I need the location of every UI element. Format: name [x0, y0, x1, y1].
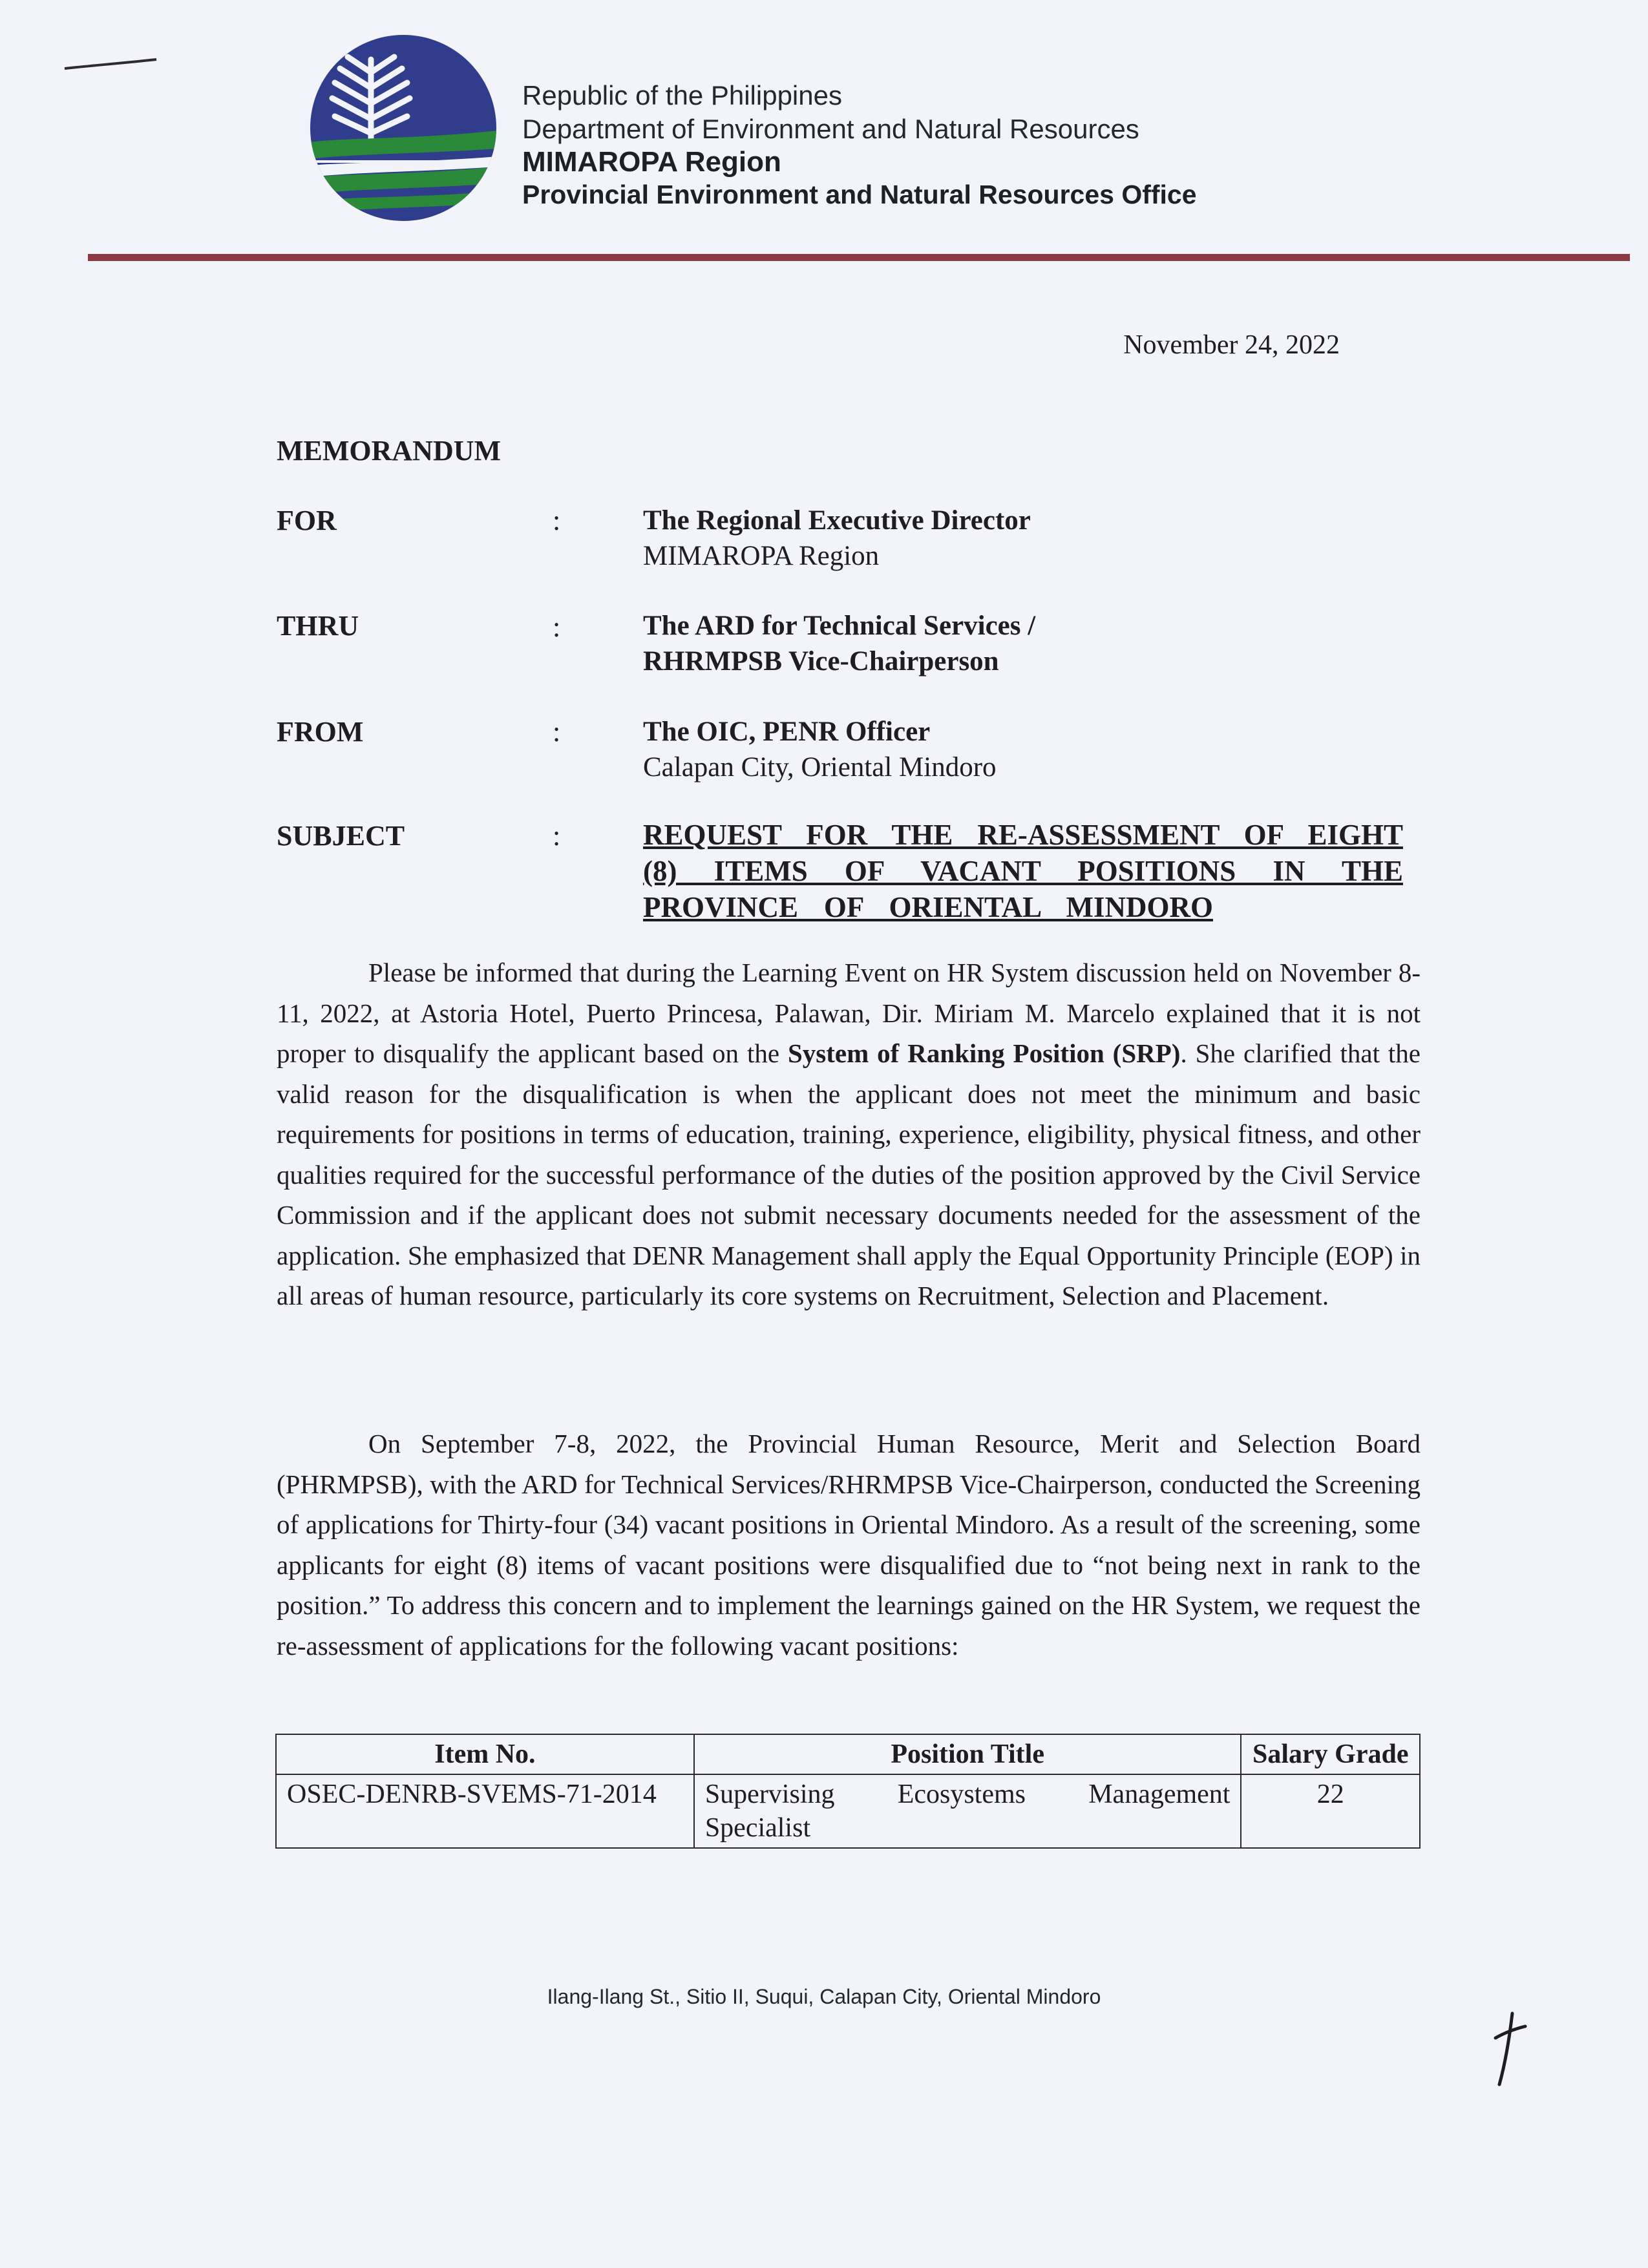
cell-position-title: Supervising Ecosystems Management Specialist	[694, 1774, 1241, 1848]
subject-value	[643, 817, 1403, 925]
for-colon: :	[553, 505, 561, 536]
body-paragraph-1	[277, 952, 1421, 1316]
for-value	[643, 503, 1031, 574]
body-paragraph-2	[277, 1423, 1421, 1666]
memo-date: November 24, 2022	[1123, 330, 1340, 360]
subject-line-3: PROVINCE OF ORIENTAL MINDORO	[643, 891, 1213, 923]
paragraph-2-text: On September 7-8, 2022, the Provincial Human Resource, Merit and Selection Board (PHRMPSB), with the ARD for Technical Services/RHRMPSB Vice-Chairperson, conducted the Screening of applications for Thirty-four (34) vacant positions in Oriental Mindoro. As a result of the screening, some applicants for eight (8) items of vacant positions were disqualified due to “not being next in rank to the position.” To address this concern and to implement the learnings gained on the HR System, we request the re-assessment of applications for the following vacant positions:	[277, 1429, 1421, 1661]
cell-item-no: OSEC-DENRB-SVEMS-71-2014	[276, 1774, 694, 1848]
denr-logo-icon	[309, 34, 498, 222]
from-colon: :	[553, 716, 561, 748]
letterhead-region: MIMAROPA Region	[522, 146, 781, 178]
for-recipient: The Regional Executive Director	[643, 505, 1031, 536]
paragraph-1-bold: System of Ranking Position (SRP)	[787, 1038, 1181, 1068]
thru-colon: :	[553, 611, 561, 643]
header-salary-grade: Salary Grade	[1241, 1734, 1420, 1774]
from-location: Calapan City, Oriental Mindoro	[643, 752, 997, 782]
scan-mark-icon	[62, 50, 159, 76]
table-row	[276, 1774, 1420, 1848]
letterhead-rule	[88, 254, 1630, 261]
for-label: FOR	[277, 505, 337, 536]
from-sender: The OIC, PENR Officer	[643, 717, 931, 747]
letterhead-country: Republic of the Philippines	[522, 80, 842, 110]
vacant-positions-table	[275, 1734, 1421, 1849]
table-header-row	[276, 1734, 1420, 1774]
thru-line2: RHRMPSB Vice-Chairperson	[643, 646, 999, 677]
subject-line-2: (8) ITEMS OF VACANT POSITIONS IN THE	[643, 855, 1403, 887]
memo-title: MEMORANDUM	[277, 435, 502, 467]
from-label: FROM	[277, 716, 364, 748]
subject-line-1: REQUEST FOR THE RE-ASSESSMENT OF EIGHT	[643, 819, 1403, 851]
from-value	[643, 714, 997, 785]
thru-line1: The ARD for Technical Services /	[643, 611, 1036, 641]
paragraph-1-text-b: . She clarified that the valid reason for the disqualification is when the applicant does not meet the minimum and basic requirements for positions in terms of education, training, experience, eligibility, physical fitness, and other qualities required for the successful performance of the duties of the position approved by the Civil Service Commission and if the applicant does not submit necessary documents needed for the assessment of the application. She emphasized that DENR Management shall apply the Equal Opportunity Principle (EOP) in all areas of human resource, particularly its core systems on Recruitment, Selection and Placement.	[277, 1038, 1421, 1310]
footer-address: Ilang-Ilang St., Sitio II, Suqui, Calapan City, Oriental Mindoro	[547, 1985, 1101, 2008]
handwritten-initial-icon	[1486, 2010, 1532, 2087]
subject-label: SUBJECT	[277, 820, 405, 852]
paragraph-1-text-a: Please be informed that during the Learning Event on HR System discussion held on November 8-11, 2022, at Astoria Hotel, Puerto Princesa, Palawan, Dir. Miriam M. Marcelo explained that it is not proper to disqualify the applicant based on the	[277, 958, 1421, 1068]
letterhead-department: Department of Environment and Natural Resources	[522, 114, 1139, 144]
letterhead-office: Provincial Environment and Natural Resources Office	[522, 180, 1197, 209]
subject-colon: :	[553, 820, 561, 852]
for-region: MIMAROPA Region	[643, 541, 880, 571]
header-position-title: Position Title	[694, 1734, 1241, 1774]
cell-salary-grade: 22	[1241, 1774, 1420, 1848]
thru-value	[643, 608, 1035, 679]
header-item-no: Item No.	[276, 1734, 694, 1774]
thru-label: THRU	[277, 610, 359, 642]
